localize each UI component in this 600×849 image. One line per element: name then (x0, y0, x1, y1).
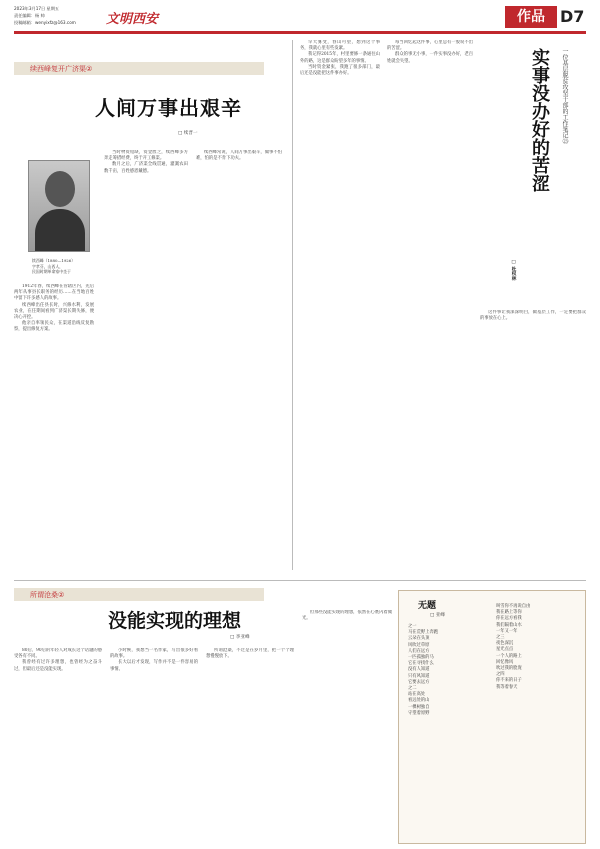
series-title: 续西峰复开广济渠② (30, 65, 93, 73)
article1-column2: 当时物资短缺，资金匮乏，续西峰多方奔走筹措经费，终于开工修渠。 数月之后，广济渠全线贯通，灌溉农田数千亩，百姓感恩戴德。 (104, 150, 188, 174)
article3-column2: 每当回忆起这件事，心里总有一股说不出的苦涩。 群众的事无小事，一件实事没办好，老百姓就会失望。 (387, 40, 473, 64)
newspaper-logo: 文明西安 (106, 12, 159, 27)
article-byline: □ 续晋一 (178, 131, 198, 136)
article3-byline: □ 杜权林 (511, 260, 516, 281)
article2-title: 没能实现的理想 (108, 610, 242, 632)
article2-column3: 所谓沧桑，不过是在岁月里，把一个个理想慢慢放下。 (206, 648, 294, 660)
article1-column3: 续西峰常说，人间万事出艰辛，做事不怕难，怕的是不肯下功夫。 (196, 150, 282, 162)
article2-column1: 80后、90后的年轻人对成长这个话题的感受各有不同。 我曾经有过许多理想，也曾经为之奋斗过，但最后还是没能实现。 (14, 648, 102, 672)
poem-column2: 叫雪你不再说自由 我在路上等你 你在远方看我 我们隔着山水 一年又一年 之三 夜色深沉 星光点点 一个人的路上 回忆像风 吹过我的脸庞 之四 你不来的日子 我等着春天 (496, 604, 531, 690)
article2-column2: 小时候，我想当一名作家，写出很多好看的故事。 长大以后才发现，写作并不是一件容易的事情。 (110, 648, 198, 672)
column-divider (292, 40, 293, 570)
editor-line: 责任编辑：杨 帅 (14, 13, 45, 18)
photo-caption: 续西峰（1880—1926） 字孝芬，山西人， 民国时期革命家中坐于 (32, 258, 76, 275)
article3-column1: 早大雾变，春山可望，想到这个事务，我就心里有些发紧。 我记得2015年，村里要修一条通往山外的路，这是群众盼望多年的事情。 当时资金紧张，我跑了很多部门，最后还是没能把这件事办好。 (300, 40, 380, 77)
section-tag: 作品 (505, 6, 557, 28)
portrait-photo (28, 160, 90, 252)
series-title-2: 所谓沧桑② (30, 591, 65, 599)
article2-column4: 但那些没能实现的理想，依然在心底闪着微光。 (302, 610, 392, 622)
article3-column3: 这件事让我深深明白，做基层工作，一定要把群众的事放在心上。 (480, 310, 586, 322)
article1-column1: 1912年春，续西峰在管辖区内，先后两年从事县长职务的经历……在当地百姓中留下许多感人的故事。 续西峰出任县长时，兴修水利，发展农业，在任期间看到广济渠长期失修，便决心开挖。 他亲自率领民众，在渠道沿线反复勘察，提出修复方案。 (14, 284, 94, 333)
submission-email: 投稿邮箱：wenyixfz@163.com (14, 20, 76, 25)
poem-title: 无题 (418, 601, 437, 611)
article-title: 人间万事出艰辛 (95, 96, 242, 120)
issue-date: 2023年3月17日 星期五 (14, 6, 60, 11)
header-rule (14, 31, 586, 34)
poem-byline: □ 亚峰 (430, 613, 445, 618)
article-kicker: 一位基层脱贫攻坚干部的工作笔记㉓ (561, 48, 568, 144)
section-divider (14, 580, 586, 581)
page-number: D7 (560, 7, 585, 26)
article-title-vertical: 实事没办好的苦涩 (529, 48, 550, 192)
poem-column1: 之一 马在荒野上奔跑 云朵在头顶 风吹过草原 人们在远方 一匹孤独的马 它在寻找什么 没有人知道 只有风知道 它要去远方 之二 站在高处 看远处的山 一棵树独自 守望着原野 (408, 624, 439, 716)
article2-byline: □ 李亚峰 (230, 635, 250, 640)
